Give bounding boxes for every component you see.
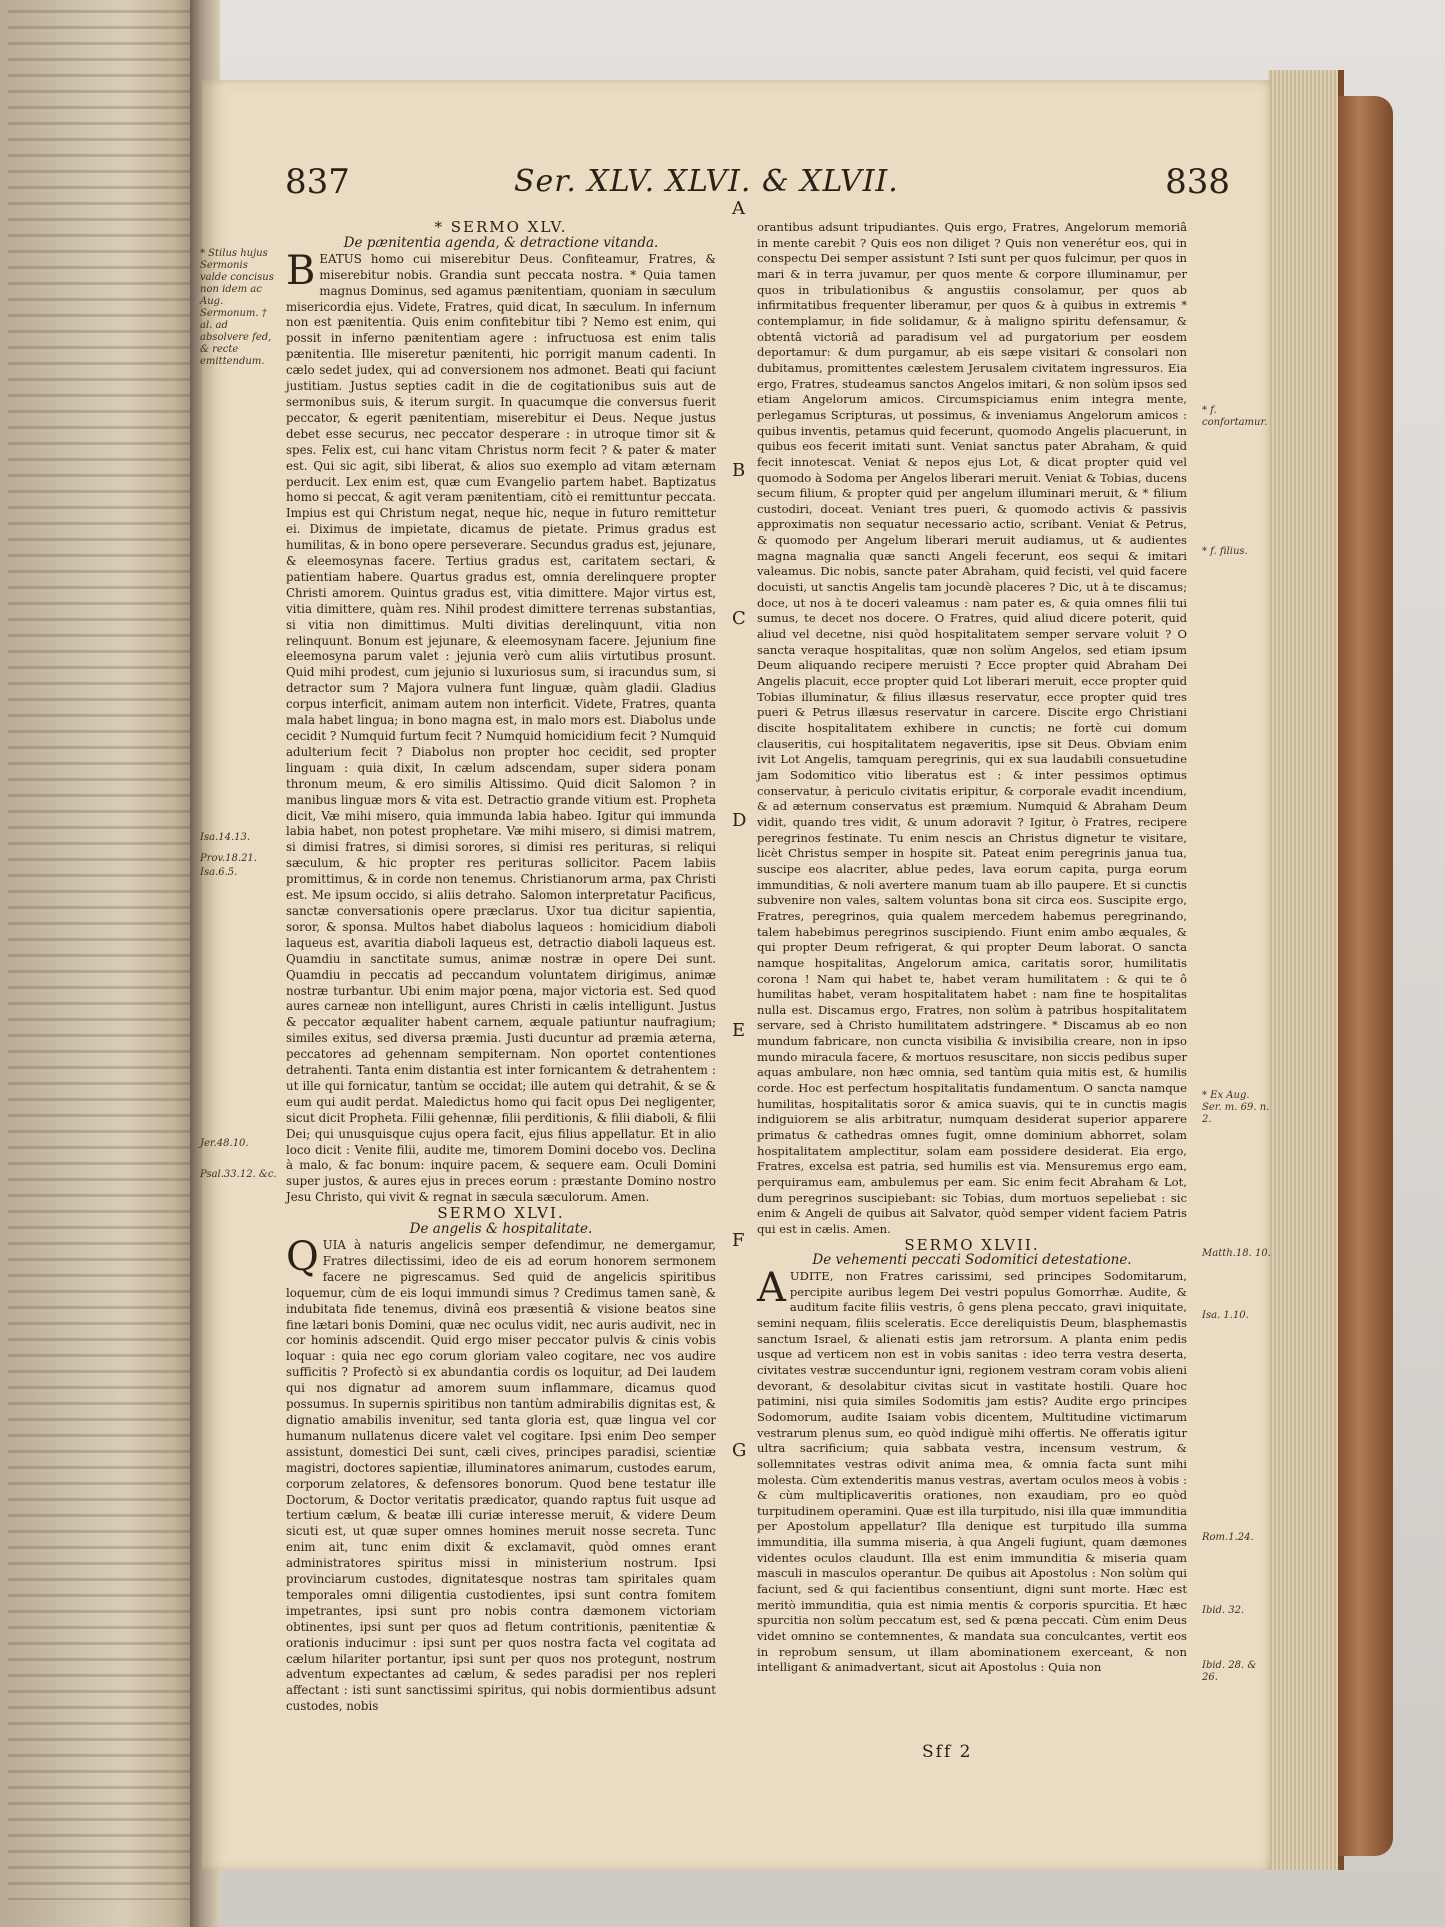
margin-ref-ibid-28: Ibid. 28. & 26. xyxy=(1202,1660,1257,1683)
section-letter-c: C xyxy=(732,608,746,629)
sermon-46-subtitle: De angelis & hospitalitate. xyxy=(409,1221,593,1238)
book-page xyxy=(202,80,1270,1870)
section-letter-g: G xyxy=(732,1440,747,1461)
sermon-45-title: * SERMO XLV. xyxy=(434,218,568,236)
printer-signature: Sff 2 xyxy=(922,1742,973,1762)
margin-ref-psalm: Psal.33.12. &c. xyxy=(200,1169,277,1180)
margin-ref-isaiah-14: Isa.14.13. xyxy=(200,832,251,843)
page-number-left: 837 xyxy=(285,162,350,202)
margin-ref-proverbs: Prov.18.21. xyxy=(200,853,257,864)
sermon-47-body xyxy=(757,1264,1187,1676)
section-letter-b: B xyxy=(732,460,746,481)
sermon-45-dropcap: B xyxy=(286,247,316,294)
margin-ref-matthew: Matth.18. 10. xyxy=(1202,1248,1271,1259)
sermon-45-subtitle: De pænitentia agenda, & detractione vitanda. xyxy=(343,234,659,251)
margin-ref-romans: Rom.1.24. xyxy=(1202,1532,1254,1543)
sermon-47-dropcap: A xyxy=(757,1264,786,1311)
text-column-left xyxy=(286,220,716,1715)
sermon-47-subtitle: De vehementi peccati Sodomitici detestatione. xyxy=(812,1252,1132,1269)
book-cover-edge xyxy=(1338,96,1393,1856)
sermon-46-title: SERMO XLVI. xyxy=(437,1204,565,1223)
facing-page-left xyxy=(0,0,205,1927)
page-number-right: 838 xyxy=(1165,162,1230,202)
sermon-47-text: UDITE, non Fratres carissimi, sed principes Sodomitarum, percipite auribus legem Dei vestri populus Gomorrhæ. Audite, & auditum facite filiis vestris, ô gens plena peccato, gravi iniquitate, semini nequam, filiis sceleratis. Ecce dereliquistis Deum, blasphemastis sanctum Israel, & alienati estis jam retrorsum. A planta enim pedis usque ad verticem non est in vobis sanitas : ideo terra vestra deserta, civitates vestræ succenduntur igni, regionem vestram coram vobis alieni devorant, & desolabitur civitas sicut in vastitate hostili. Quare hoc patimini, nisi quia similes Sodomitis jam estis? Audite ergo principes Sodomorum, audite Isaiam vobis dicentem, Multitudine victimarum vestrarum plenus sum, eo quòd indiguè mihi offertis. Ne offeratis igitur ultra sacrificium; quia sabbata vestra, incensum vestrum, & sollemnitates vestras odivit anima mea, & omnia facta sunt mihi molesta. Cùm extenderitis manus vestras, avertam oculos meos à vobis : & cùm multiplicaveritis orationes, non exaudiam, pro eo quòd turpitudinem operamini. Quæ est illa turpitudo, nisi illa quæ immunditia per Apostolum appellatur? Illa denique est turpitudo illa summa immunditia, illa summa miseria, à qua Angeli fugiunt, quam dæmones videntes oculos claudunt. Illa est enim immunditia & miseria quam masculi in masculos operantur. De quibus ait Apostolus : Non solùm qui faciunt, sed & qui facientibus consentiunt, digni sunt morte. Hæc est meritò immunditia, quia est nimia mentis & corporis spurcitia. Et hæc spurcitia non solùm peccatum est, sed & pœna peccati. Cùm enim Deus videt omnino se contemnentes, & mandata sua conculcantes, vertit eos in reprobum sensum, ut illam abominationem exerceant, & non intelligant & animadvertant, sicut ait Apostolus : Quia non xyxy=(757,1268,1187,1675)
section-letter-d: D xyxy=(732,810,747,831)
margin-note-ex-aug: * Ex Aug. Ser. m. 69. n. 2. xyxy=(1202,1090,1270,1125)
margin-note-confortamur: * f. confortamur. xyxy=(1202,405,1268,428)
sermon-45-body xyxy=(286,247,716,1206)
margin-ref-isaiah-6: Isa.6.5. xyxy=(200,867,238,878)
section-letter-e: E xyxy=(732,1020,746,1041)
sermon-46-text-left: UIA à naturis angelicis semper defendimur, ne demergamur, Fratres dilectissimi, ideo de eis ad eorum honorem sermonem facere ne pigrescamus. Sed quid de angelicis spiritibus loquemur, cùm de eis loqui immundi simus ? Credimus tamen sanè, & indubitata fide tenemus, divinâ eos præsentiâ & visione beatos sine fine lætari bonis Domini, quæ nec oculus vidit, nec auris audivit, nec in cor hominis adscendit. Quid ergo miser peccator pulvis & cinis vobis loquar : quia nec ego corum gloriam valeo cogitare, nec vos audire sufficitis ? Profectò si ex abundantia cordis os loquitur, ad Dei laudem qui nos dignatur ad amorem suum inflammare, dicamus quod possumus. In supernis spiritibus non tantùm admirabilis dignitas est, & dignatio amabilis invenitur, sed tanta gloria est, quæ lingua vel cor humanum nullatenus dicere valet vel cogitare. Ipsi enim Deo semper assistunt, domestici Dei sunt, cæli cives, principes paradisi, scientiæ magistri, doctores sapientiæ, illuminatores animarum, custodes earum, corporum zelatores, & defensores bonorum. Quod bene testatur ille Doctorum, & Doctor veritatis prædicator, quando raptus fuit usque ad tertium cælum, & beatæ illi curiæ interesse meruit, & videre Deum sicuti est, ut quæ super omnes homines meruit nosse secreta. Tunc enim ait, tunc enim dixit & exclamavit, quòd omnes erant administratores spiritus missi in ministerium nostrum. Ipsi provinciarum custodes, dignitatesque nostras tam spiritales quam temporales omni diligentia custodientes, ipsi sunt contra fomitem impetrantes, ipsi sunt pro nobis contra dæmonem victoriam obtinentes, ipsi sunt per quos ad fletum contritionis, pænitentiæ & orationis inducimur : ipsi sunt per quos nostra facta vel cogitata ad cælum hilariter portantur, ipsi sunt per quos nos protegunt, nostrum adventum expectantes ad cælum, & sedes paradisi per nos repleri affectant : isti sunt sanctissimi spiritus, qui nobis dormientibus adsunt custodes, nobis xyxy=(286,1238,716,1714)
sermon-47-title: SERMO XLVII. xyxy=(904,1235,1040,1254)
running-title: Ser. XLV. XLVI. & XLVII. xyxy=(514,164,899,199)
section-letter-f: F xyxy=(732,1230,745,1251)
margin-ref-jeremiah: Jer.48.10. xyxy=(200,1138,249,1149)
text-column-right xyxy=(757,220,1187,1676)
margin-note-filius: * f. filius. xyxy=(1202,546,1248,557)
margin-ref-isaiah-1: Isa. 1.10. xyxy=(1202,1310,1249,1321)
sermon-46-dropcap: Q xyxy=(286,1234,319,1280)
margin-note-stilus: * Stilus hujus Sermonis valde concisus non idem ac Aug. Sermonum. † al. ad absolvere fed, & recte emittendum. xyxy=(200,248,274,367)
sermon-45-text: EATUS homo cui miserebitur Deus. Confiteamur, Fratres, & miserebitur nobis. Grandia sunt peccata nostra. * Quia tamen magnus Dominus, sed agamus pænitentiam, quoniam in sæculum misericordia ejus. Videte, Fratres, quid dicat, In sæculum. In infernum non est pænitentia. Quis enim confitebitur tibi ? Nemo est enim, qui possit in inferno pænitentiam agere : infructuosa est enim talis pænitentia. Ille miseretur pænitenti, hic porrigit manum cadenti. In cælo sedet judex, qui ad conversionem nos admonet. Beati qui faciunt justitiam. Justus septies cadit in die de cogitationibus suis aut de sermonibus suis, & iterum surgit. In quacumque die conversus fuerit peccator, & egerit pænitentiam, miserebitur ei Deus. Neque justus debet esse securus, nec peccator desperare : in utroque timor sit & spes. Felix est, cui hanc vitam Christus norm fecit ? & pater & mater est. Qui sic agit, sibi liberat, & alios suo exemplo ad vitam æternam perducit. Lex enim est, quæ cum Evangelio partem habet. Baptizatus homo si peccat, & agit veram pænitentiam, citò ei remittuntur peccata. Impius est qui Christum negat, neque hic, neque in futuro remittetur ei. Diximus de impietate, dicamus de pietate. Primus gradus est humilitas, & in bono opere perseverare. Secundus gradus est, jejunare, & eleemosynas facere. Tertius gradus est, caritatem sectari, & patientiam habere. Quartus gradus est, omnia derelinquere propter Christi amorem. Quintus gradus est, vitia dimittere. Major virtus est, vitia dimittere, quàm res. Nihil prodest dimittere terrenas substantias, si vitia non dimittimus. Multi divitias derelinquunt, vitia non relinquunt. Bonum est jejunare, & eleemosynam facere. Jejunium fine eleemosyna parum valet : jejunia verò cum aliis virtutibus prosunt. Quid mihi prodest, cum jejunio si luxuriosus sum, si iracundus sum, si detractor sum ? Majora vulnera funt linguæ, quàm gladii. Gladius corpus interficit, animam autem non interficit. Videte, Fratres, quanta mala habet lingua; in bono magna est, in malo mors est. Diabolus unde cecidit ? Numquid furtum fecit ? Numquid homicidium fecit ? Numquid adulterium fecit ? Diabolus non propter hoc cecidit, sed propter linguam : quia dixit, In cælum adscendam, super sidera ponam thronum meum, & ero similis Altissimo. Quid dicit Salomon ? in manibus linguæ mors & vita est. Detractio grande vitium est. Propheta dicit, Væ mihi misero, quia immunda labia habeo. Igitur qui immunda labia habet, non potest prophetare. Væ mihi misero, si dimisi matrem, si dimisi fratres, si dimisi sorores, si dimisi res perituras, si reliqui sæculum, & hic propter res perituras sollicitor. Pacem labiis promittimus, & in corde non tenemus. Christianorum arma, pax Christi est. Me ipsum occido, si aliis detraho. Salomon interpretatur Pacificus, sanctæ conversationis opere præclarus. Uxor tua dicitur sapientia, soror, & sponsa. Multos habet diabolus laqueos : homicidium diaboli laqueus est, avaritia diaboli laqueus est, detractio diaboli laqueus est. Quamdiu in sanctitate sumus, animæ nostræ in opere Dei sunt. Quamdiu in peccatis ad peccandum voluntatem dirigimus, animæ nostræ turbantur. Ubi enim major pœna, major victoria est. Sed quod aures carneæ non intelligunt, aures Christi in cælis intelligunt. Justus & peccator æqualiter habent carnem, æquale patiuntur naufragium; similes exitus, sed diversa præmia. Justi ducuntur ad præmia æterna, peccatores ad gehennam sempiternam. Non oportet contentiones detrahenti. Tanta enim distantia est inter fornicantem & detrahentem : ut ille qui fornicatur, tantùm se occidat; ille autem qui detrahit, & se & eum qui audit perdat. Maledictus homo qui facit opus Dei negligenter, sicut dicit Propheta. Filii gehennæ, filii perditionis, & filii diaboli, & filii Dei; qui unusquisque cujus opera facit, ejus filius appellatur. Et in alio loco dicit : Venite filii, audite me, timorem Domini docebo vos. Declina à malo, & fac bonum: inquire pacem, & sequere eam. Oculi Domini super justos, & aures ejus in preces eorum : præstante Domino nostro Jesu Christo, qui vivit & regnat in sæcula sæculorum. Amen. xyxy=(286,251,716,1205)
section-letter-a: A xyxy=(732,198,745,219)
margin-ref-ibid-32: Ibid. 32. xyxy=(1202,1605,1245,1616)
sermon-46-text-right: orantibus adsunt tripudiantes. Quis ergo, Fratres, Angelorum memoriâ in mente carebit ? Quis eos non diliget ? Quis non venerétur eos, qui in conspectu Dei semper assistunt ? Isti sunt per quos fulcimur, per quos in mari & in terra juvamur, per quos mente & corpore illuminamur, per quos in tribulationibus & angustiis consolamur, per quos ab infirmitatibus frequenter liberamur, per quos & à quibus in extremis * contemplamur, in fide solidamur, & à maligno spiritu defensamur, & obtentâ victoriâ ad paradisum vel ad purgatorium per eosdem deportamur: & dum purgamur, ab eis sæpe visitari & consolari non dubitamus, promittentes cælestem Jerusalem civitatem ingressuros. Eia ergo, Fratres, studeamus sanctos Angelos imitari, & non solùm ipsos sed etiam Angelorum amicos. Circumspiciamus enim integra mente, perlegamus Scripturas, ut possimus, & inveniamus Angelorum amicos : quibus inventis, petamus quid fecerunt, quomodo Angelis placuerunt, in quibus eos fecerit imitati sunt. Veniat sanctus pater Abraham, & quid fecit innotescat. Veniat & nepos ejus Lot, & dicat propter quid vel quomodo à Sodoma per Angelos liberari meruit. Veniat & Tobias, ducens secum filium, & propter quid per angelum illuminari meruit, & * filium custodiri, doceat. Veniant tres pueri, & quomodo activis & passivis approximatis non sequatur necessario actio, scribant. Veniat & Petrus, & quomodo per Angelum liberari meruit audiamus, ut & audientes magna magnalia quæ sancti Angeli fecerunt, eos sequi & imitari valeamus. Dic nobis, sancte pater Abraham, quid fecisti, vel quid facere docuisti, ut sanctis Angelis tam jocundè placeres ? Dic, ut à te discamus; doce, ut nos à te doceri valeamus : nam pater es, & quia omnes filii tui sumus, te decet nos docere. O Fratres, quid aliud dicere poterit, quid aliud vel decetne, nisi quòd hospitalitatem semper servare voluit ? O sancta veraque hospitalitas, quæ non solùm Angelos, sed etiam ipsum Deum aliquando recipere meruisti ? Ecce propter quid Abraham Dei Angelis placuit, ecce propter quid Lot liberari meruit, ecce propter quid Tobias illuminatur, & filius illæsus reservatur, ecce propter quid tres pueri & Petrus illæsus reservatur in carcere. Discite ergo Christiani discite hospitalitatem exhibere in cunctis; ne fortè cui domum clauseritis, cui hospitalitatem negaveritis, ipse sit Deus. Obviam enim ivit Lot Angelis, tamquam peregrinis, qui ex sua laudabili consuetudine jam Sodomitico vitio liberatus est : & inter pessimos optimus conservatur, à periculo civitatis eripitur, & corporale evadit incendium, & ad æternum conservatus est præmium. Numquid & Abraham Deum vidit, quando tres vidit, & unum adoravit ? Igitur, ò Fratres, recipere peregrinos festinate. Tu enim nescis an Christus dignetur te visitare, licèt Christus semper in hospite sit. Pateat enim peregrinis janua tua, suscipe eos alacriter, ablue pedes, lava eorum capita, purga eorum immunditias, & noli avertere manum tuam ab illo paupere. Et si cunctis subvenire non vales, saltem voluntas bona sit circa eos. Suscipite ergo, Fratres, peregrinos, quia qualem mercedem habemus peregrinando, talem habebimus peregrinos suscipiendo. Fiunt enim ambo æquales, & qui propter Deum refrigerat, & qui propter Deum laborat. O sancta namque hospitalitas, Angelorum amica, caritatis soror, humilitatis corona ! Nam qui habet te, habet veram humilitatem : & qui te ô humilitas habet, veram hospitalitatem habet : nam fine te hospitalitas nulla est. Discamus ergo, Fratres, non solùm à patribus hospitalitatem servare, sed à Christo humilitatem adstringere. * Discamus ab eo non mundum fabricare, non cuncta visibilia & invisibilia creare, non in ipso mundo miracula facere, & mortuos resuscitare, non siccis pedibus super aquas ambulare, non hæc omnia, sed tantùm quia mitis est, & humilis corde. Hoc est perfectum hospitalitatis fundamentum. O sancta namque humilitas, hospitalitatis soror & amica suavis, qui te in cunctis magis indiguiorem se alis arbitratur, numquam desiderat superior apparere primatus & cathedras omnes fugit, omne dominium abhorret, solam hospitalitatem amplectitur, solam eam possidere desiderat. Eia ergo, Fratres, excelsa est patria, sed humilis est via. Mensuremus ergo eam, perquiramus eam, ambulemus per eam. Sic enim fecit Abraham & Lot, dum peregrinos suscipiebant: sic Tobias, dum mortuos sepeliebat : sic enim & Angeli de quibus ait Salvator, quòd semper vident faciem Patris qui est in cælis. Amen. xyxy=(757,220,1187,1236)
sermon-46-body-left xyxy=(286,1234,716,1715)
page-edges xyxy=(1268,70,1344,1870)
facing-page-text xyxy=(8,10,193,1900)
